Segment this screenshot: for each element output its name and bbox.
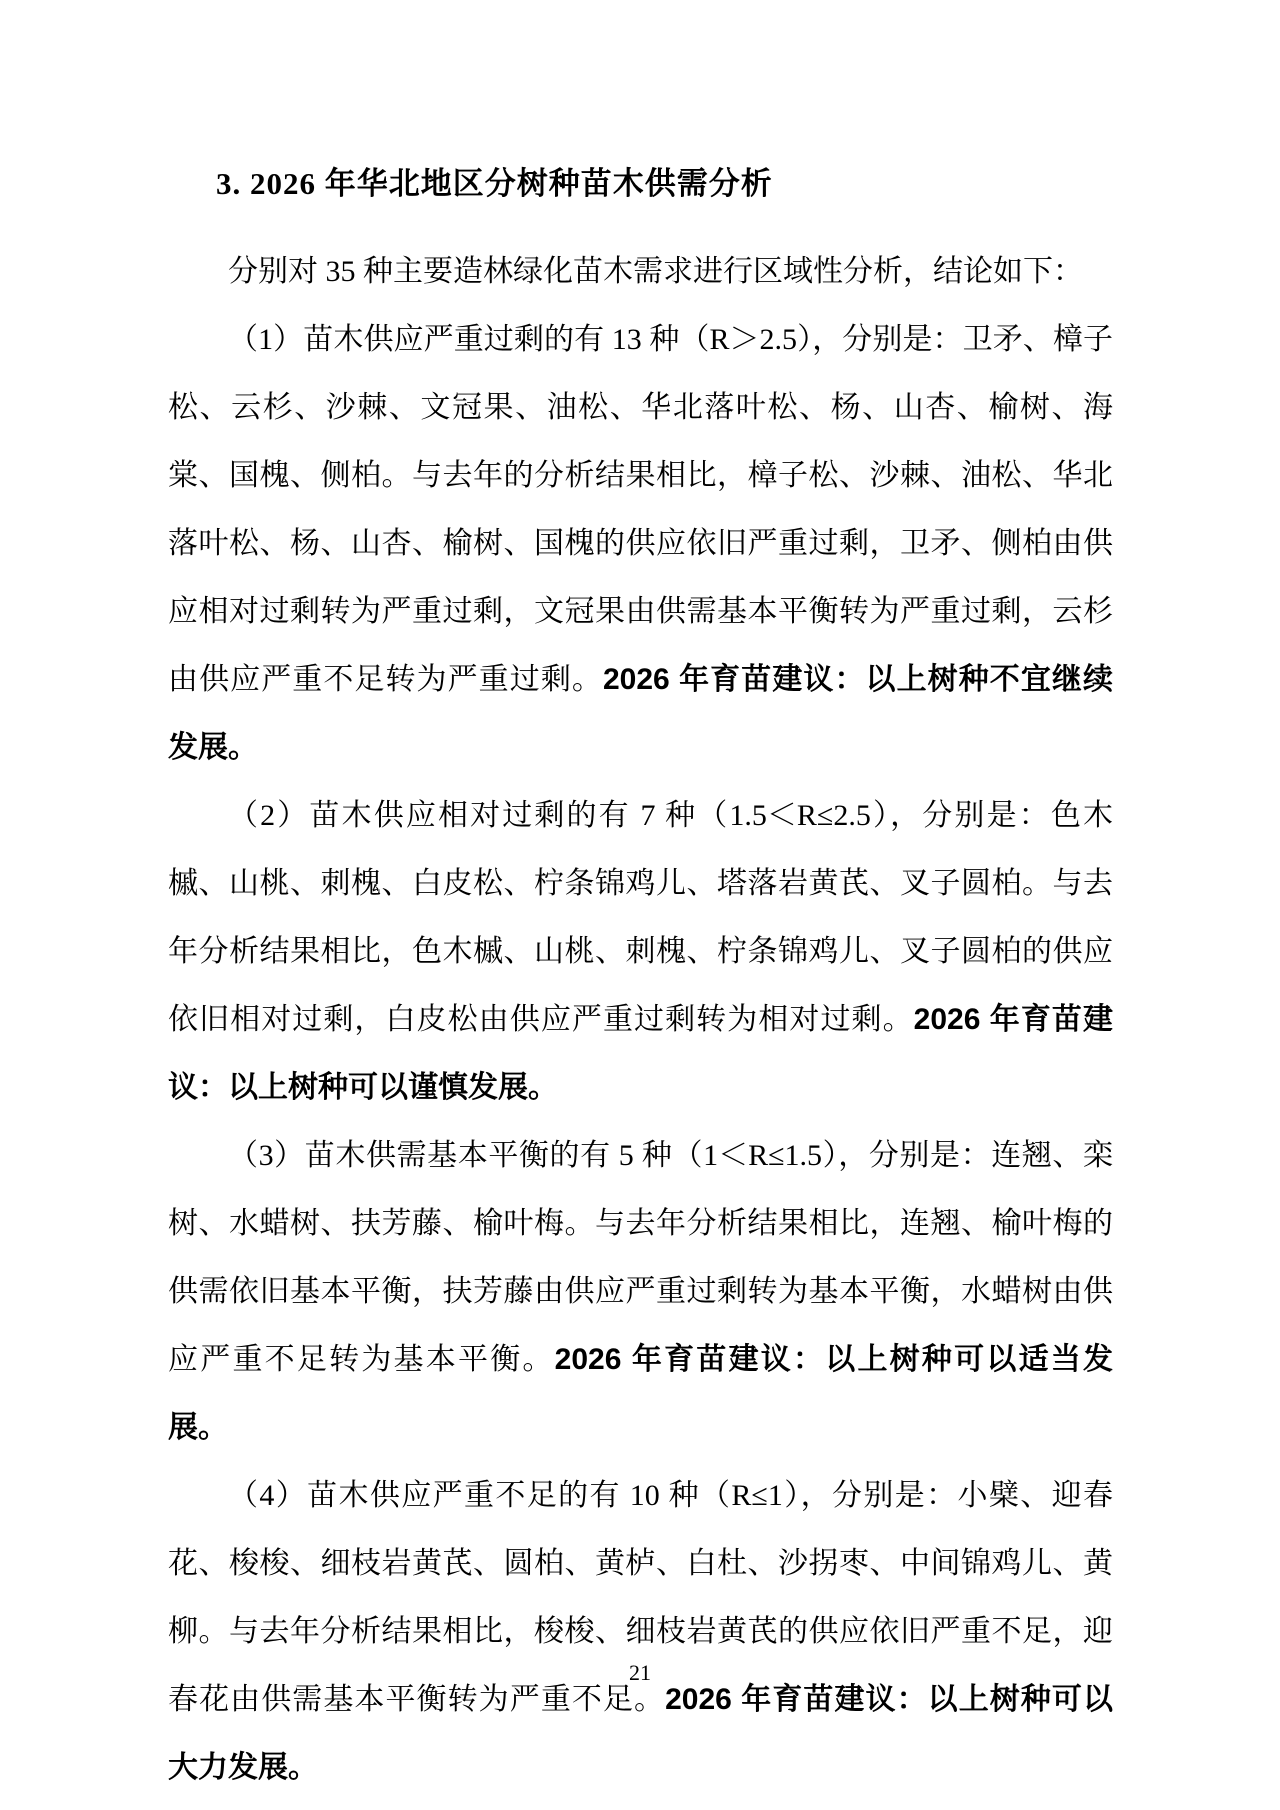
nursery-recommendation-text: 2026 年育苗建议：以上树种可以适当发展。 bbox=[168, 1343, 1114, 1444]
body-text: （4）苗木供应严重不足的有 10 种（R≤1），分别是：小檗、迎春花、梭梭、细枝岩黄芪、圆柏、黄栌、白杜、沙拐枣、中间锦鸡儿、黄柳。与去年分析结果相比，梭梭、细枝岩黄芪的供应依旧严重不足，迎春花由供需基本平衡转为严重不足。 bbox=[168, 1479, 1113, 1716]
body-text: 分别对 35 种主要造林绿化苗木需求进行区域性分析，结论如下： bbox=[228, 255, 1083, 288]
paragraph bbox=[168, 1462, 1113, 1802]
body-text: （2）苗木供应相对过剩的有 7 种（1.5＜R≤2.5），分别是：色木槭、山桃、刺槐、白皮松、柠条锦鸡儿、塔落岩黄芪、叉子圆柏。与去年分析结果相比，色木槭、山桃、刺槐、柠条锦鸡儿、叉子圆柏的供应依旧相对过剩，白皮松由供应严重过剩转为相对过剩。 bbox=[168, 799, 1113, 1036]
nursery-recommendation-text: 2026 年育苗建议：以上树种可以大力发展。 bbox=[168, 1683, 1114, 1784]
document-paragraphs bbox=[168, 238, 1113, 1802]
nursery-recommendation-text: 2026 年育苗建议：以上树种不宜继续发展。 bbox=[168, 663, 1114, 764]
section-heading: 3. 2026 年华北地区分树种苗木供需分析 bbox=[216, 166, 773, 201]
paragraph bbox=[168, 782, 1113, 1122]
body-text: （3）苗木供需基本平衡的有 5 种（1＜R≤1.5），分别是：连翘、栾树、水蜡树、扶芳藤、榆叶梅。与去年分析结果相比，连翘、榆叶梅的供需依旧基本平衡，扶芳藤由供应严重过剩转为基本平衡，水蜡树由供应严重不足转为基本平衡。 bbox=[168, 1139, 1113, 1376]
paragraph bbox=[168, 238, 1113, 306]
body-text: （1）苗木供应严重过剩的有 13 种（R＞2.5），分别是：卫矛、樟子松、云杉、沙棘、文冠果、油松、华北落叶松、杨、山杏、榆树、海棠、国槐、侧柏。与去年的分析结果相比，樟子松、沙棘、油松、华北落叶松、杨、山杏、榆树、国槐的供应依旧严重过剩，卫矛、侧柏由供应相对过剩转为严重过剩，文冠果由供需基本平衡转为严重过剩，云杉由供应严重不足转为严重过剩。 bbox=[168, 323, 1113, 696]
document-page bbox=[168, 150, 1113, 1802]
paragraph bbox=[168, 306, 1113, 782]
paragraph bbox=[168, 1122, 1113, 1462]
page-number: 21 bbox=[629, 1660, 651, 1685]
nursery-recommendation-text: 2026 年育苗建议：以上树种可以谨慎发展。 bbox=[168, 1003, 1114, 1104]
